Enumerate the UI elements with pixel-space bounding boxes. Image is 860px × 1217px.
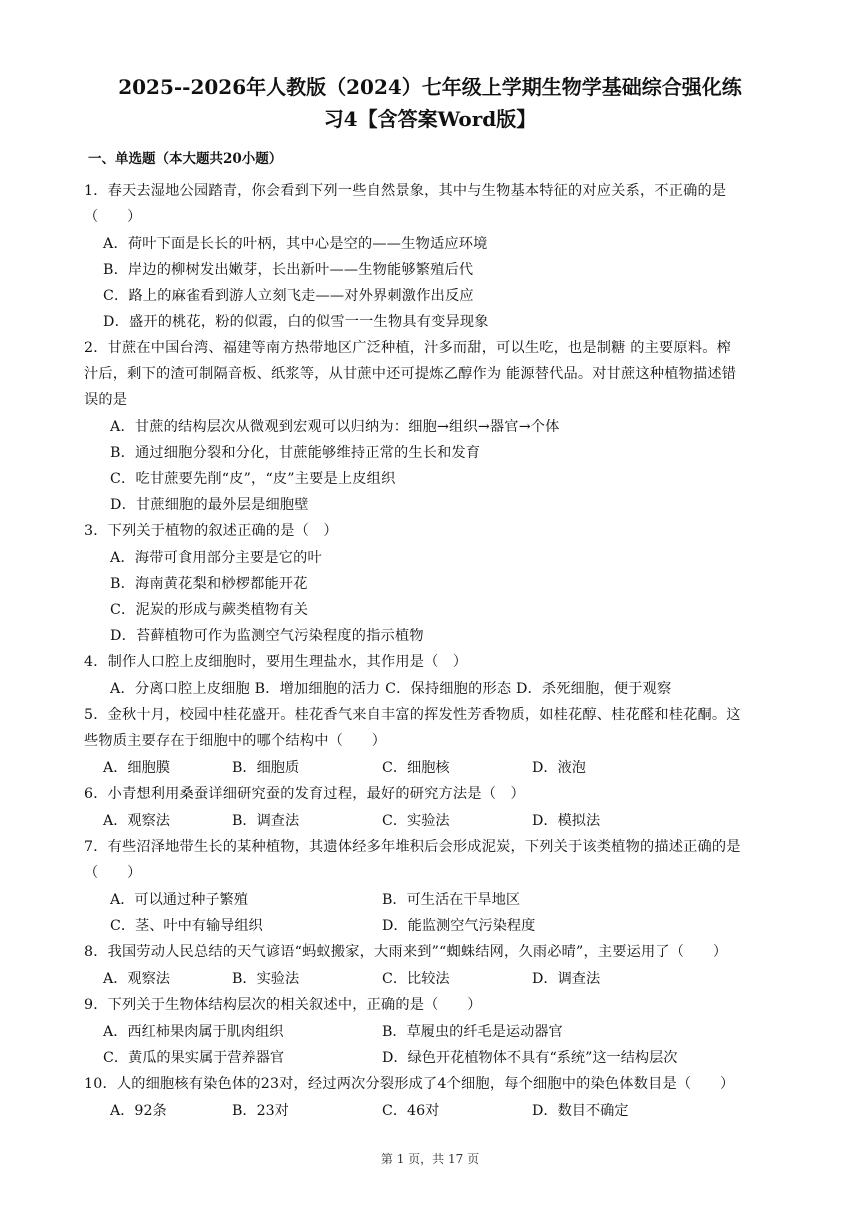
doc-title-line2: 习4【含答案Word版】 bbox=[323, 107, 537, 131]
question-1-stem: 1．春天去湿地公园踏青，你会看到下列一些自然景象，其中与生物基本特征的对应关系，不正确的是 bbox=[84, 183, 727, 199]
question-2-option-a: A．甘蔗的结构层次从微观到宏观可以归纳为：细胞→组织→器官→个体 bbox=[110, 419, 560, 435]
question-9-option-d: D．绿色开花植物体不具有“系统”这一结构层次 bbox=[382, 1050, 678, 1066]
question-6-option-a: A．观察法 bbox=[103, 813, 170, 829]
question-2-stem-cont2: 误的是 bbox=[84, 392, 128, 408]
question-9-option-b: B．草履虫的纤毛是运动器官 bbox=[382, 1024, 563, 1040]
question-5-stem: 5．金秋十月，校园中桂花盛开。桂花香气来自丰富的挥发性芳香物质，如桂花醇、桂花醛和桂花酮。这 bbox=[84, 707, 741, 723]
question-7-option-c: C．茎、叶中有输导组织 bbox=[110, 918, 263, 934]
question-7-stem: 7．有些沼泽地带生长的某种植物，其遗体经多年堆积后会形成泥炭，下列关于该类植物的描述正确的是 bbox=[84, 839, 741, 855]
question-10-option-d: D．数目不确定 bbox=[532, 1103, 629, 1119]
question-3-option-c: C．泥炭的形成与蕨类植物有关 bbox=[110, 602, 309, 618]
question-2-option-d: D．甘蔗细胞的最外层是细胞壁 bbox=[110, 497, 309, 513]
question-6-option-c: C．实验法 bbox=[382, 813, 450, 829]
question-10-option-b: B．23对 bbox=[232, 1103, 289, 1119]
question-8-option-c: C．比较法 bbox=[382, 971, 450, 987]
question-7-stem-cont: （ ） bbox=[84, 865, 142, 881]
question-1-option-b: B．岸边的柳树发出嫩芽，长出新叶——生物能够繁殖后代 bbox=[103, 262, 474, 278]
question-7-option-d: D．能监测空气污染程度 bbox=[382, 918, 536, 934]
question-9-option-a: A．西红柿果肉属于肌肉组织 bbox=[103, 1024, 284, 1040]
question-3-stem: 3．下列关于植物的叙述正确的是（ ） bbox=[84, 523, 338, 539]
question-6-option-b: B．调查法 bbox=[232, 813, 300, 829]
question-2-option-b: B．通过细胞分裂和分化，甘蔗能够维持正常的生长和发育 bbox=[110, 445, 481, 461]
question-3-option-a: A．海带可食用部分主要是它的叶 bbox=[110, 550, 322, 566]
question-1-option-c: C．路上的麻雀看到游人立刻飞走——对外界刺激作出反应 bbox=[103, 288, 474, 304]
question-2-option-c: C．吃甘蔗要先削“皮”，“皮”主要是上皮组织 bbox=[110, 471, 396, 487]
question-4-options: A．分离口腔上皮细胞 B．增加细胞的活力 C．保持细胞的形态 D．杀死细胞，便于观察 bbox=[110, 681, 672, 697]
question-5-option-d: D．液泡 bbox=[532, 760, 586, 776]
question-3-option-b: B．海南黄花梨和桫椤都能开花 bbox=[110, 576, 308, 592]
question-1-option-a: A．荷叶下面是长长的叶柄，其中心是空的——生物适应环境 bbox=[103, 236, 488, 252]
question-2-stem: 2．甘蔗在中国台湾、福建等南方热带地区广泛种植，汁多而甜，可以生吃，也是制糖 的主要原料。榨 bbox=[84, 340, 731, 356]
question-8-stem: 8．我国劳动人民总结的天气谚语“蚂蚁搬家，大雨来到”“蜘蛛结网，久雨必晴”，主要运用了（ ） bbox=[84, 944, 728, 960]
question-10-option-c: C．46对 bbox=[382, 1103, 440, 1119]
question-6-option-d: D．模拟法 bbox=[532, 813, 601, 829]
question-8-option-a: A．观察法 bbox=[103, 971, 170, 987]
question-9-stem: 9．下列关于生物体结构层次的相关叙述中，正确的是（ ） bbox=[84, 997, 482, 1013]
question-9-option-c: C．黄瓜的果实属于营养器官 bbox=[103, 1050, 285, 1066]
question-5-option-a: A．细胞膜 bbox=[103, 760, 170, 776]
section-heading: 一、单选题（本大题共20小题） bbox=[88, 151, 283, 167]
question-7-option-b: B．可生活在干旱地区 bbox=[382, 892, 521, 908]
question-10-option-a: A．92条 bbox=[110, 1103, 167, 1119]
question-8-option-b: B．实验法 bbox=[232, 971, 300, 987]
doc-title-line1: 2025--2026年人教版（2024）七年级上学期生物学基础综合强化练 bbox=[118, 75, 742, 99]
question-1-option-d: D．盛开的桃花，粉的似霞，白的似雪一一生物具有变异现象 bbox=[103, 314, 489, 330]
page-footer: 第 1 页，共 17 页 bbox=[380, 1152, 480, 1166]
question-1-stem-cont: （ ） bbox=[84, 209, 142, 225]
question-7-option-a: A．可以通过种子繁殖 bbox=[110, 892, 248, 908]
question-2-stem-cont: 汁后，剩下的渣可制隔音板、纸浆等，从甘蔗中还可提炼乙醇作为 能源替代品。对甘蔗这种植物描述错 bbox=[84, 366, 737, 382]
question-4-stem: 4．制作人口腔上皮细胞时，要用生理盐水，其作用是（ ） bbox=[84, 654, 468, 670]
question-5-option-c: C．细胞核 bbox=[382, 760, 450, 776]
question-10-stem: 10．人的细胞核有染色体的23对，经过两次分裂形成了4个细胞，每个细胞中的染色体数目是（ ） bbox=[84, 1076, 735, 1092]
question-8-option-d: D．调查法 bbox=[532, 971, 601, 987]
question-5-option-b: B．细胞质 bbox=[232, 760, 300, 776]
question-5-stem-cont: 些物质主要存在于细胞中的哪个结构中（ ） bbox=[84, 733, 387, 749]
question-3-option-d: D．苔藓植物可作为监测空气污染程度的指示植物 bbox=[110, 628, 424, 644]
question-6-stem: 6．小青想利用桑蚕详细研究蚕的发育过程，最好的研究方法是（ ） bbox=[84, 786, 525, 802]
